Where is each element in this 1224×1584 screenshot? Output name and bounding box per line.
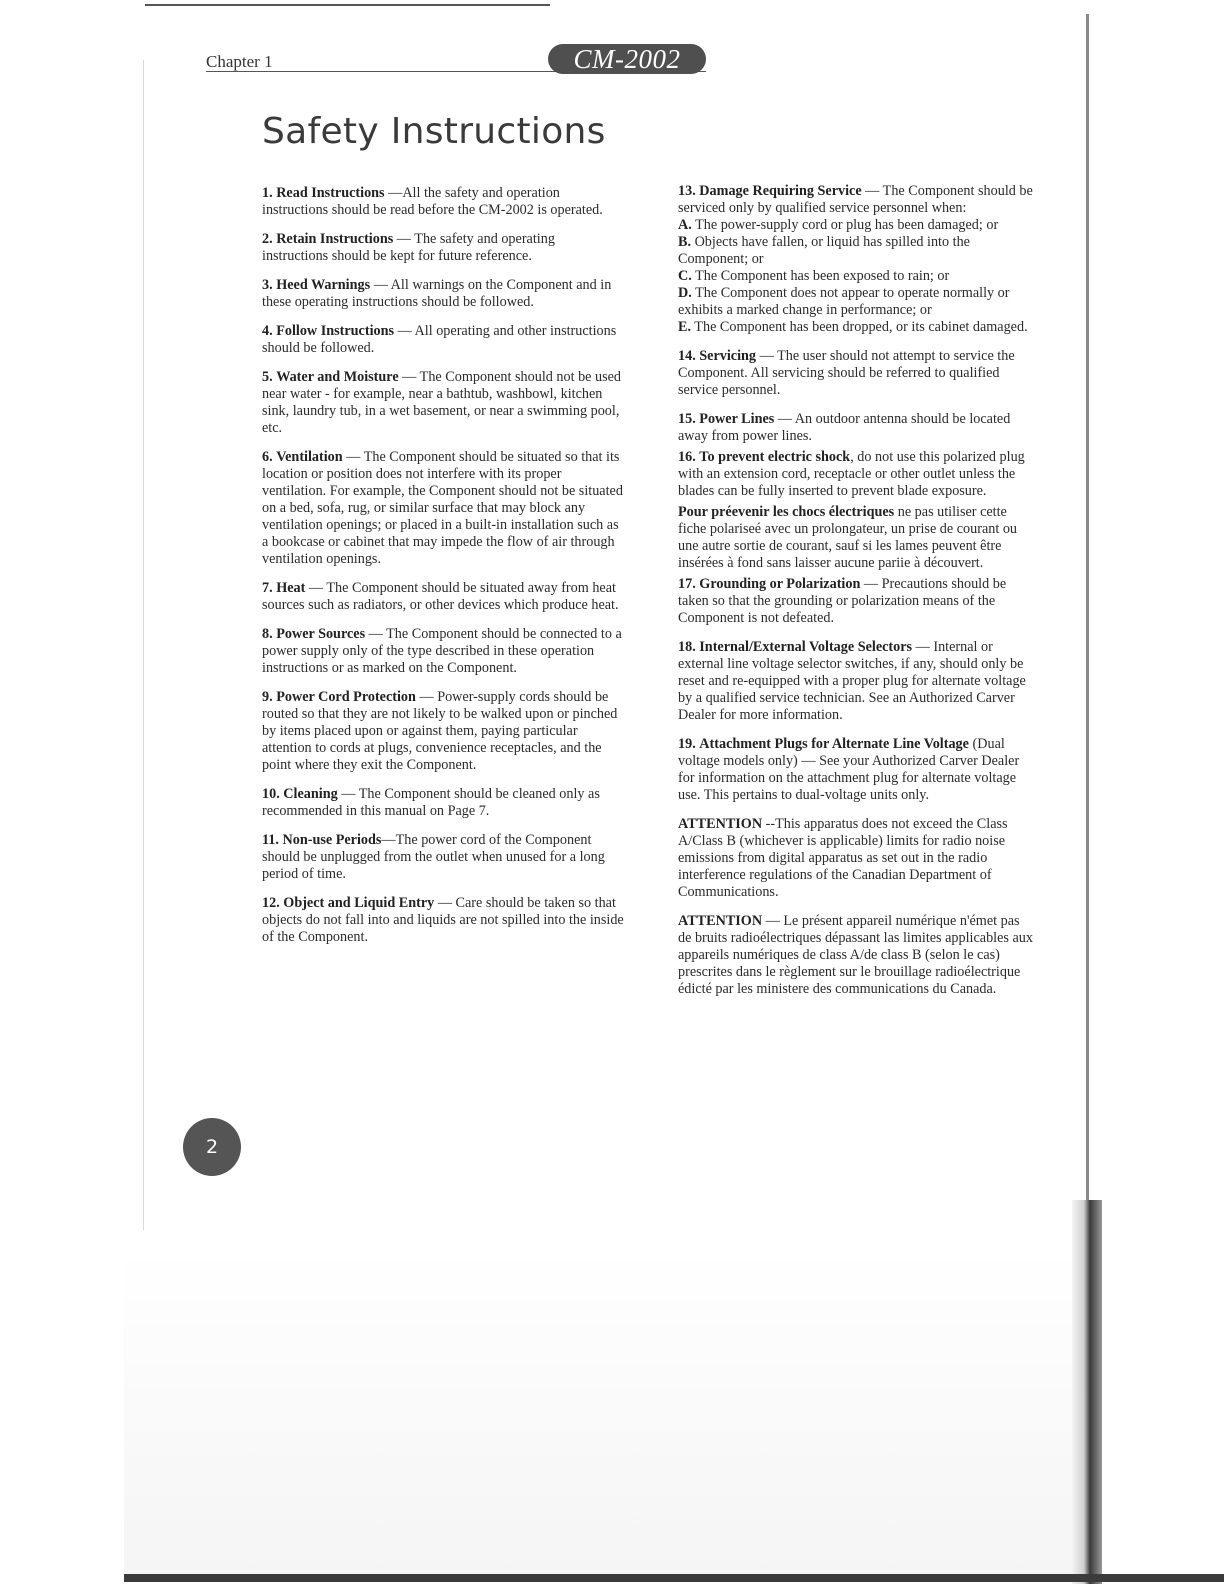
item-heading: Power Cord Protection bbox=[276, 689, 416, 705]
item-heading: Power Lines bbox=[699, 411, 775, 427]
chapter-label: Chapter 1 bbox=[206, 52, 273, 71]
item-heading: Internal/External Voltage Selectors bbox=[699, 639, 913, 655]
item-separator: — bbox=[370, 277, 391, 293]
item-text: The Component should be situated so that its location or position does not interfere with its proper ventilation. For example, the Component should not be situated on a bed, sofa, rug, or similar surface that may block any ventilation openings; or placed in a built-in installation such as a bookcase or cabinet that may impede the flow of air through ventilation openings. bbox=[262, 449, 623, 567]
item-number: 1. bbox=[262, 185, 273, 201]
item-separator: — bbox=[756, 348, 778, 364]
item-number: 12. bbox=[262, 895, 280, 911]
item-text: The Component should be connected to a power supply only of the type described in these operation instructions or as marked on the Component. bbox=[262, 626, 622, 676]
item-separator: — bbox=[337, 786, 359, 802]
scan-edge-top bbox=[145, 4, 550, 6]
item-number: 11. bbox=[262, 832, 279, 848]
condition-label: C. bbox=[678, 268, 692, 284]
item-separator: — bbox=[305, 580, 327, 596]
item-separator: — bbox=[398, 369, 420, 385]
instruction-item bbox=[678, 348, 1034, 399]
item-text: The safety and operating instructions should be kept for future reference. bbox=[262, 231, 555, 264]
instruction-item bbox=[262, 185, 624, 219]
item-heading: Water and Moisture bbox=[276, 369, 399, 385]
item-separator: , bbox=[850, 449, 858, 465]
attention-text: --This apparatus does not exceed the Class A/Class B (whichever is applicable) limits for radio noise emissions from digital apparatus as set out in the radio interference regulations of the Canadian Department of Communications. bbox=[678, 816, 1008, 900]
item-number: 13. bbox=[678, 183, 696, 199]
instruction-item-french bbox=[678, 504, 1034, 572]
item-number: 17. bbox=[678, 576, 696, 592]
instruction-item bbox=[678, 183, 1034, 336]
item-text: The Component should not be used near water - for example, near a bathtub, washbowl, kitchen sink, laundry tub, in a wet basement, or near a swimming pool, etc. bbox=[262, 369, 622, 436]
item-number: 6. bbox=[262, 449, 273, 465]
page-number: 2 bbox=[183, 1118, 241, 1176]
instruction-item bbox=[262, 580, 624, 614]
instruction-item bbox=[262, 626, 624, 677]
condition-label: B. bbox=[678, 234, 692, 250]
instruction-item bbox=[678, 576, 1034, 627]
item-heading: Power Sources bbox=[276, 626, 366, 642]
item-number: 2. bbox=[262, 231, 273, 247]
item-text: Power-supply cords should be routed so that they are not likely to be walked upon or pinched by items placed upon or against them, paying particular attention to cords at plugs, convenience receptacles, and the point where they exit the Component. bbox=[262, 689, 618, 773]
item-number: 7. bbox=[262, 580, 273, 596]
item-text: The Component should be situated away from heat sources such as radiators, or other devices which produce heat. bbox=[262, 580, 619, 613]
scan-shade bbox=[124, 1250, 1074, 1574]
scan-edge-bottom bbox=[124, 1574, 1224, 1582]
model-badge: CM-2002 bbox=[548, 44, 706, 74]
item-heading: Cleaning bbox=[283, 786, 338, 802]
item-heading: Heed Warnings bbox=[276, 277, 371, 293]
item-text: ne pas utiliser cette fiche polariseé avec un prolongateur, un prise de courant ou une autre sortie de courant, sauf si les lames peuvent être insérées à fond sans laisser aucune pariie à découvert. bbox=[678, 504, 1018, 571]
condition-b bbox=[678, 234, 1034, 268]
item-separator: — bbox=[415, 689, 438, 705]
item-number: 8. bbox=[262, 626, 273, 642]
item-separator: — bbox=[861, 183, 883, 199]
condition-text: The Component has been dropped, or its cabinet damaged. bbox=[691, 319, 1028, 335]
instruction-item bbox=[262, 323, 624, 357]
instruction-item bbox=[262, 369, 624, 437]
instruction-item bbox=[678, 411, 1034, 445]
item-text: The Component should be cleaned only as recommended in this manual on Page 7. bbox=[262, 786, 600, 819]
item-number: 4. bbox=[262, 323, 273, 339]
item-heading: Heat bbox=[276, 580, 306, 596]
condition-text: The power-supply cord or plug has been damaged; or bbox=[691, 217, 999, 233]
attention-text: — Le présent appareil numérique n'émet pas de bruits radioélectriques dépassant las limites applicables aux appareils numériques de class A/de class B (selon le cas) prescrites dans le règlement sur le brouillage radioélectrique édicté par les ministere des communications du Canada. bbox=[678, 913, 1033, 997]
item-separator: — bbox=[365, 626, 387, 642]
instruction-item bbox=[678, 639, 1034, 724]
item-separator: — bbox=[384, 185, 403, 201]
item-number: 10. bbox=[262, 786, 280, 802]
instruction-item bbox=[262, 895, 624, 946]
attention-english bbox=[678, 816, 1034, 901]
item-text: (Dual voltage models only) — See your Authorized Carver Dealer for information on the attachment plug for alternate voltage use. This pertains to dual-voltage units only. bbox=[678, 736, 1020, 803]
item-heading: Ventilation bbox=[276, 449, 343, 465]
right-column bbox=[678, 183, 1034, 1010]
item-text: do not use this polarized plug with an extension cord, receptacle or other outlet unless the blades can be fully inserted to prevent blade exposure. bbox=[678, 449, 1025, 499]
condition-text: Objects have fallen, or liquid has spilled into the Component; or bbox=[678, 234, 970, 267]
attention-french bbox=[678, 913, 1034, 998]
condition-label: A. bbox=[678, 217, 692, 233]
condition-label: E. bbox=[678, 319, 692, 335]
item-heading: Attachment Plugs for Alternate Line Voltage bbox=[699, 736, 969, 752]
condition-d bbox=[678, 285, 1034, 319]
item-heading: Servicing bbox=[699, 348, 757, 364]
item-heading: Grounding or Polarization bbox=[699, 576, 861, 592]
condition-e bbox=[678, 319, 1034, 336]
item-number: 15. bbox=[678, 411, 696, 427]
item-heading: Damage Requiring Service bbox=[699, 183, 862, 199]
item-number: 16. bbox=[678, 449, 696, 465]
item-number: 5. bbox=[262, 369, 273, 385]
condition-text: The Component does not appear to operate normally or exhibits a marked change in performance; or bbox=[678, 285, 1010, 318]
page-fold-shadow bbox=[1072, 1200, 1102, 1584]
page-title: Safety Instructions bbox=[262, 111, 606, 152]
instruction-item bbox=[262, 832, 624, 883]
item-text: The user should not attempt to service the Component. All servicing should be referred to qualified service personnel. bbox=[678, 348, 1015, 398]
left-column bbox=[262, 185, 624, 958]
item-heading: Follow Instructions bbox=[276, 323, 395, 339]
item-text: All warnings on the Component and in these operating instructions should be followed. bbox=[262, 277, 612, 310]
item-separator: — bbox=[860, 576, 882, 592]
item-heading: Non-use Periods bbox=[282, 832, 382, 848]
item-number: 3. bbox=[262, 277, 273, 293]
item-text: An outdoor antenna should be located away from power lines. bbox=[678, 411, 1011, 444]
item-text: The power cord of the Component should be unplugged from the outlet when unused for a long period of time. bbox=[262, 832, 605, 882]
item-separator: — bbox=[393, 231, 415, 247]
attention-label: ATTENTION bbox=[678, 913, 763, 929]
item-heading: Object and Liquid Entry bbox=[283, 895, 435, 911]
instruction-item bbox=[262, 786, 624, 820]
item-number: 19. bbox=[678, 736, 696, 752]
item-separator: — bbox=[434, 895, 456, 911]
item-heading: To prevent electric shock bbox=[699, 449, 851, 465]
item-number: 9. bbox=[262, 689, 273, 705]
item-heading: Pour préevenir les chocs électriques bbox=[678, 504, 895, 520]
item-separator: — bbox=[342, 449, 364, 465]
condition-label: D. bbox=[678, 285, 692, 301]
instruction-item bbox=[678, 736, 1034, 804]
item-heading: Retain Instructions bbox=[276, 231, 394, 247]
instruction-item bbox=[262, 277, 624, 311]
item-separator: — bbox=[912, 639, 934, 655]
instruction-item bbox=[262, 231, 624, 265]
item-separator: — bbox=[774, 411, 795, 427]
condition-text: The Component has been exposed to rain; or bbox=[691, 268, 950, 284]
item-text: All operating and other instructions should be followed. bbox=[262, 323, 617, 356]
scan-edge-left bbox=[143, 60, 144, 1230]
item-text: All the safety and operation instructions should be read before the CM-2002 is operated. bbox=[262, 185, 603, 218]
condition-a bbox=[678, 217, 1034, 234]
item-text: Care should be taken so that objects do not fall into and liquids are not spilled into the inside of the Component. bbox=[262, 895, 624, 945]
instruction-item bbox=[262, 449, 624, 568]
item-text: Precautions should be taken so that the grounding or polarization means of the Component is not defeated. bbox=[678, 576, 1007, 626]
item-text: Internal or external line voltage selector switches, if any, should only be reset and re-equipped with a proper plug for alternate voltage by a qualified service technician. See an Authorized Carver Dealer for more information. bbox=[678, 639, 1026, 723]
instruction-item bbox=[678, 449, 1034, 500]
item-separator: — bbox=[394, 323, 415, 339]
instruction-item bbox=[262, 689, 624, 774]
item-number: 14. bbox=[678, 348, 696, 364]
condition-c bbox=[678, 268, 1034, 285]
item-separator: — bbox=[381, 832, 396, 848]
item-text: The Component should be serviced only by qualified service personnel when: bbox=[678, 183, 1033, 216]
attention-label: ATTENTION bbox=[678, 816, 763, 832]
item-number: 18. bbox=[678, 639, 696, 655]
item-heading: Read Instructions bbox=[276, 185, 385, 201]
